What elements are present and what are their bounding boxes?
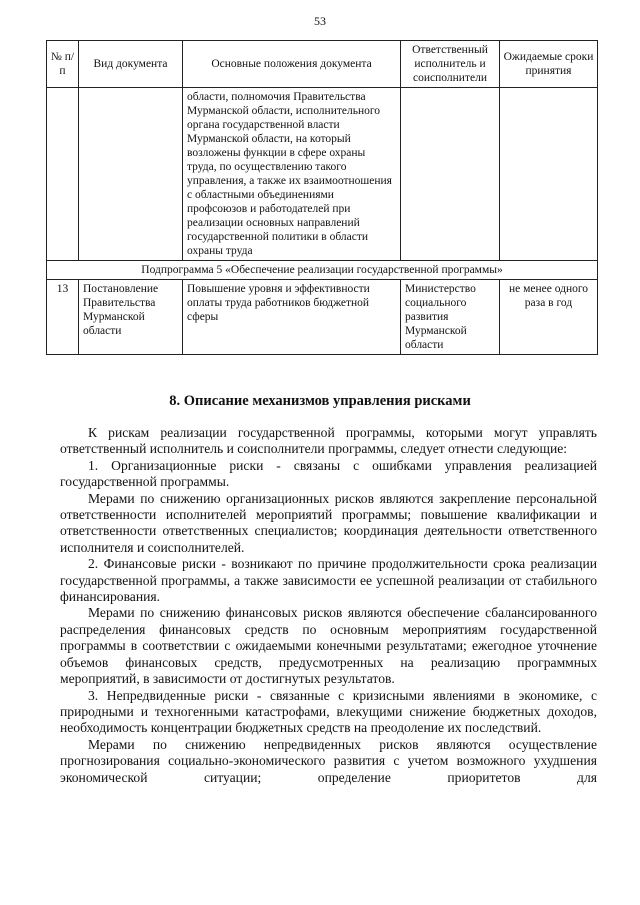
table-row: [47, 280, 598, 355]
table-row: [47, 88, 598, 261]
cell-deadline: [500, 88, 598, 261]
table-header-row: [47, 41, 598, 88]
body-text: [60, 425, 597, 786]
cell-deadline: не менее одного раза в год: [500, 280, 598, 355]
cell-provisions: Повышение уровня и эффективности оплаты труда работников бюджетной сферы: [183, 280, 401, 355]
header-number: № п/п: [47, 41, 79, 88]
section-title: 8. Описание механизмов управления рисками: [169, 393, 471, 409]
subprogram-row: [47, 261, 598, 280]
subprogram-title: Подпрограмма 5 «Обеспечение реализации государственной программы»: [47, 261, 598, 280]
cell-number: [47, 88, 79, 261]
cell-executor: Министерство социального развития Мурманской области: [401, 280, 500, 355]
header-provisions: Основные положения документа: [183, 41, 401, 88]
cell-number: 13: [47, 280, 79, 355]
header-deadline: Ожидаемые сроки принятия: [500, 41, 598, 88]
paragraph: К рискам реализации государственной программы, которыми могут управлять ответственный исполнитель и соисполнители программы, следует отнести следующие:: [60, 425, 597, 457]
paragraph: Мерами по снижению непредвиденных рисков являются осуществление прогнозирования социально-экономического развития с учетом возможного ухудшения экономической ситуации; определение приоритетов для: [60, 736, 597, 785]
header-doc-type: Вид документа: [79, 41, 183, 88]
paragraph: 3. Непредвиденные риски - связанные с кризисными явлениями в экономике, с природными и техногенными катастрофами, влекущими снижение бюджетных доходов, необходимость концентрации бюджетных средств на преодоление их последствий.: [60, 687, 597, 736]
paragraph: Мерами по снижению организационных рисков являются закрепление персональной ответственности исполнителей мероприятий программы; повышение квалификации и ответственности ответственных специалистов; координация деятельности ответственного исполнителя и соисполнителей.: [60, 490, 597, 555]
cell-provisions: области, полномочия Правительства Мурманской области, исполнительного органа государственной власти Мурманской области, на который возложены функции в сфере охраны труда, по осуществлению такого управления, а также их взаимоотношения с областными объединениями профсоюзов и работодателей при реализации основных направлений государственной политики в области охраны труда: [183, 88, 401, 261]
cell-doc-type: [79, 88, 183, 261]
paragraph: Мерами по снижению финансовых рисков являются обеспечение сбалансированного распределения финансовых средств по основным мероприятиям государственной программы в соответствии с ожидаемыми конечными результатами; ежегодное уточнение объемов финансовых средств, предусмотренных на реализацию программных мероприятий, в зависимости от достигнутых результатов.: [60, 605, 597, 687]
cell-doc-type: Постановление Правительства Мурманской области: [79, 280, 183, 355]
cell-executor: [401, 88, 500, 261]
paragraph: 1. Организационные риски - связаны с ошибками управления реализацией государственной программы.: [60, 457, 597, 490]
page-number: 53: [314, 14, 326, 28]
documents-table: [46, 40, 598, 355]
header-executor: Ответственный исполнитель и соисполнители: [401, 41, 500, 88]
paragraph: 2. Финансовые риски - возникают по причине продолжительности срока реализации государственной программы, а также зависимости ее успешной реализации от стабильного финансирования.: [60, 556, 597, 605]
